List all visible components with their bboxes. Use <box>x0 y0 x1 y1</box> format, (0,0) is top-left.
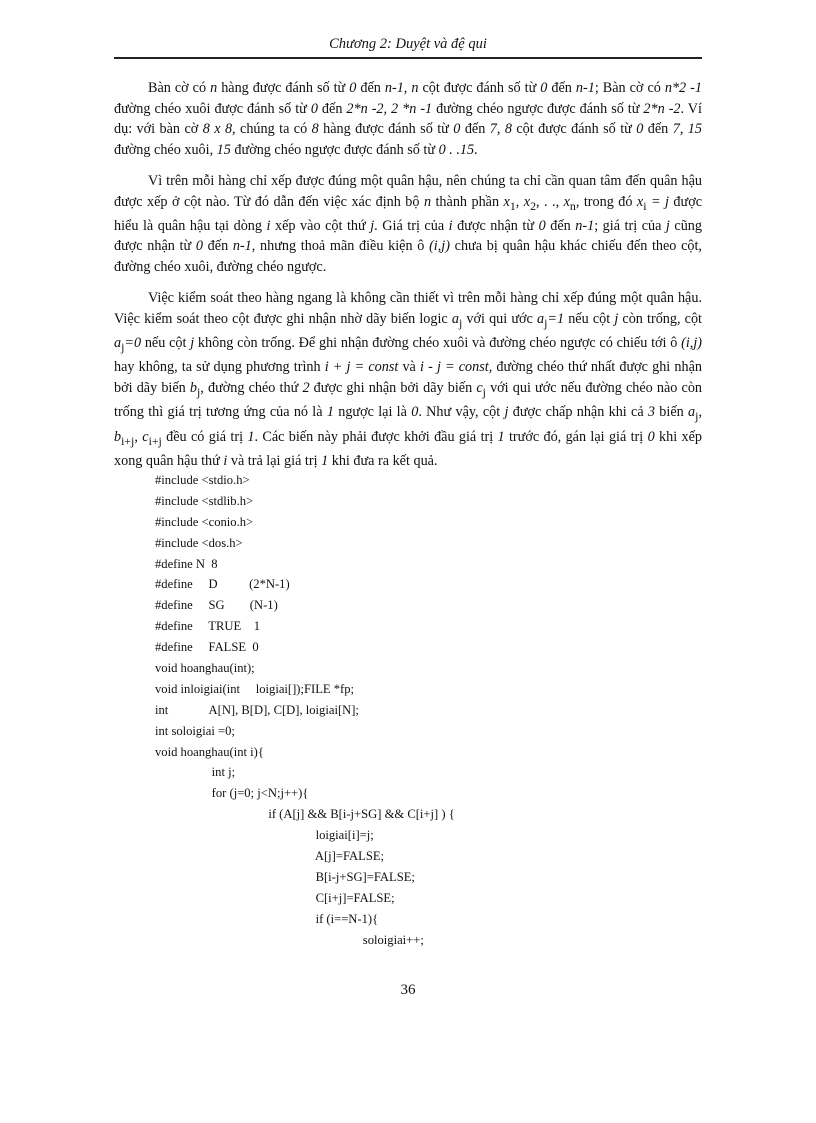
paragraph-queen-placement: Vì trên mỗi hàng chỉ xếp được đúng một quân hậu, nên chúng ta chỉ cần quan tâm đến quân hậu được xếp ở cột nào. Từ đó dẫn đến việc xác định bộ n thành phần $x_1$, $x_2$, . ., $x_n$, trong đó $x_i = j$ được hiểu là quân hậu tại dòng i xếp vào cột thứ j. Giá trị của i được nhận từ 0 đến n-1; giá trị của j cũng được nhận từ 0 đến n-1, nhưng thoả mãn điều kiện ô (i,j) chưa bị quân hậu khác chiếu đến theo cột, đường chéo xuôi, đường chéo ngược. <box>114 173 703 275</box>
code-line: #define SG (N-1) <box>155 598 278 613</box>
code-listing <box>155 470 675 950</box>
code-line: #define TRUE 1 <box>155 619 261 634</box>
code-line: B[i-j+SG]=FALSE; <box>155 869 415 884</box>
code-line: #define N 8 <box>155 556 218 571</box>
paragraph-column-diagonal-control: Việc kiểm soát theo hàng ngang là không cần thiết vì trên mỗi hàng chỉ xếp đúng một quân hậu. Việc kiểm soát theo cột được ghi nhận nhờ dãy biến logic $a_j$ với qui ước $a_j=1$ nếu cột j còn trống, cột $a_j=0$ nếu cột j không còn trống. Để ghi nhận đường chéo xuôi và đường chéo ngược có chiếu tới ô (i,j) hay không, ta sử dụng phương trình i + j = const và i - j = const, đường chéo thứ nhất được ghi nhận bởi dãy biến $b_j$, đường chéo thứ 2 được ghi nhận bởi dãy biến $c_j$ với qui ước nếu đường chéo nào còn trống thì giá trị tương ứng của nó là 1 ngược lại là 0. Như vậy, cột j được chấp nhận khi cả 3 biến $a_j$, $b_{i+j}$, $c_{i+j}$ đều có giá trị 1. Các biến này phải được khởi đầu giá trị 1 trước đó, gán lại giá trị 0 khi xếp xong quân hậu thứ i và trả lại giá trị 1 khi đưa ra kết quả. <box>114 290 703 469</box>
code-line: for (j=0; j<N;j++){ <box>155 786 309 801</box>
code-line: if (i==N-1){ <box>155 911 379 926</box>
code-line: int soloigiai =0; <box>155 723 235 738</box>
code-line: int j; <box>155 765 236 780</box>
code-line: void hoanghau(int); <box>155 661 255 676</box>
code-line: #include <stdlib.h> <box>155 493 254 508</box>
code-line: #define D (2*N-1) <box>155 577 290 592</box>
page-number: 36 <box>400 982 416 998</box>
code-line: void hoanghau(int i){ <box>155 744 264 759</box>
body-text <box>114 78 702 482</box>
code-line: A[j]=FALSE; <box>155 849 385 864</box>
code-line: int A[N], B[D], C[D], loigiai[N]; <box>155 702 359 717</box>
paragraph-chessboard-numbering: Bàn cờ có n hàng được đánh số từ 0 đến n-1, n cột được đánh số từ 0 đến n-1; Bàn cờ có n*2 -1 đường chéo xuôi được đánh số từ 0 đến 2*n -2, 2 *n -1 đường chéo ngược được đánh số từ 2*n -2. Ví dụ: với bàn cờ 8 x 8, chúng ta có 8 hàng được đánh số từ 0 đến 7, 8 cột được đánh số từ 0 đến 7, 15 đường chéo xuôi, 15 đường chéo ngược được đánh số từ 0 . .15. <box>114 80 702 158</box>
code-line: #include <dos.h> <box>155 535 243 550</box>
chapter-header: Chương 2: Duyệt và đệ qui <box>114 36 702 59</box>
code-line: void inloigiai(int loigiai[]);FILE *fp; <box>155 681 355 696</box>
code-line: soloigiai++; <box>155 932 424 947</box>
code-line: C[i+j]=FALSE; <box>155 890 395 905</box>
code-line: if (A[j] && B[i-j+SG] && C[i+j] ) { <box>155 807 455 822</box>
code-line: #include <conio.h> <box>155 514 254 529</box>
code-line: #include <stdio.h> <box>155 473 250 487</box>
code-line: #define FALSE 0 <box>155 640 259 655</box>
code-line: loigiai[i]=j; <box>155 828 374 843</box>
